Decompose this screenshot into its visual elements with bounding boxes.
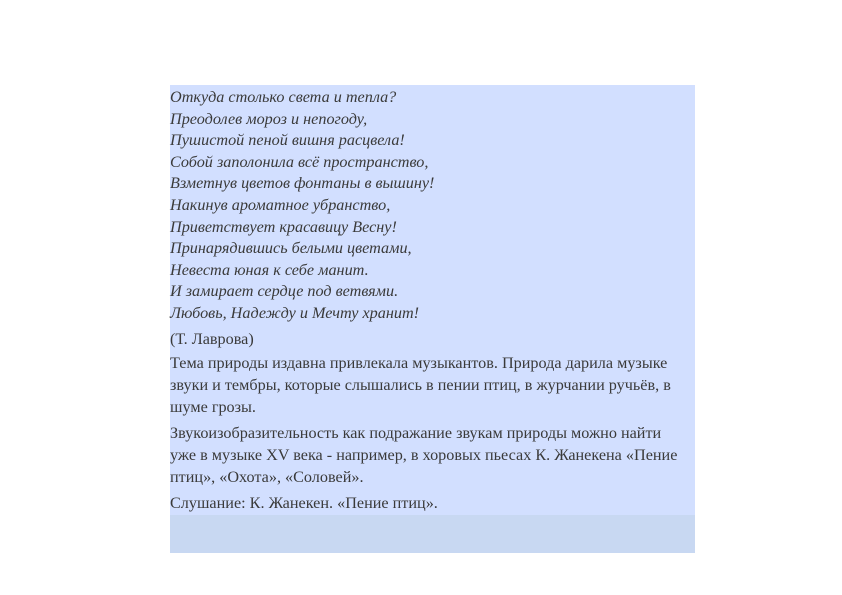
paragraph-nature-theme: Тема природы издавна привлекала музыкантов. Природа дарила музыке звуки и тембры, которые слышались в пении птиц, в журчании ручьёв, в шуме грозы. [170,354,671,416]
poem-line: Приветствует красавицу Весну! [170,217,397,236]
poem-line: Накинув ароматное убранство, [170,195,391,214]
poem-line: Откуда столько света и тепла? [170,88,397,106]
poem-line: Пушистой пеной вишня расцвела! [170,131,405,150]
poem-line: Любовь, Надежду и Мечту хранит! [170,303,420,322]
poem-line: Собой заполонила всё пространство, [170,152,429,171]
paragraph-listening: Слушание: К. Жанекен. «Пение птиц». [170,494,438,512]
poem-line: Принарядившись белыми цветами, [170,239,412,258]
slide-text-box [170,85,695,515]
text-box-bottom-band [170,515,695,553]
poem-line: Преодолев мороз и непогоду, [170,109,368,128]
poem-line: Невеста юная к себе манит. [170,260,369,279]
poem-line: И замирает сердце под ветвями. [170,282,399,301]
poem-line: Взметнув цветов фонтаны в вышину! [170,174,435,193]
paragraph-sound-imitation: Звукоизобразительность как подражание звукам природы можно найти уже в музыке XV века - например, в хоровых пьесах К. Жанекена «Пение птиц», «Охота», «Соловей». [170,424,678,486]
poem [170,87,434,325]
poem-author: (Т. Лаврова) [170,330,254,348]
